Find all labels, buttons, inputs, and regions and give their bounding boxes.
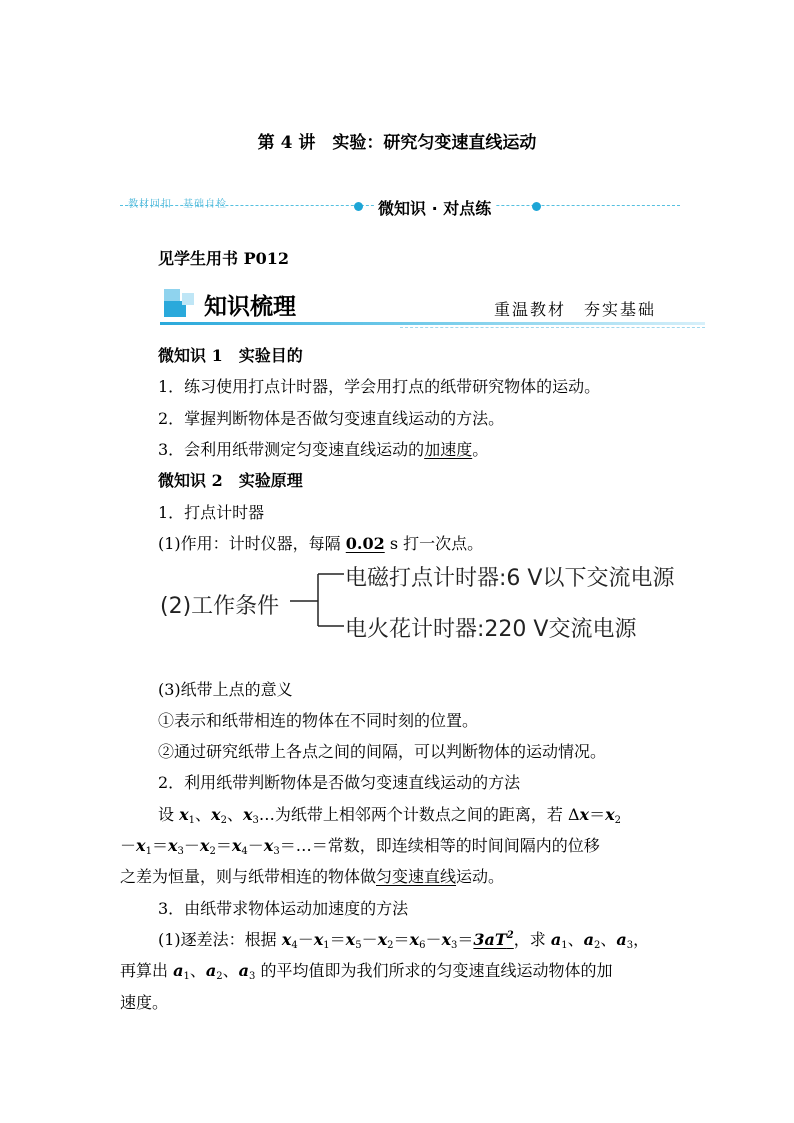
- paragraph-heading: (3)纸带上点的意义: [158, 680, 293, 699]
- answer-blank: $3aT^2$: [473, 930, 514, 949]
- section-heading: 微知识 1 实验目的: [158, 346, 303, 365]
- list-item: ②通过研究纸带上各点之间的间隔，可以判断物体的运动情况。: [158, 742, 607, 761]
- banner-dot-icon: [354, 202, 363, 211]
- list-item: 3．会利用纸带测定匀变速直线运动的加速度。: [158, 440, 489, 459]
- subsection-heading: 1．打点计时器: [158, 503, 265, 522]
- answer-blank: 0.02: [345, 534, 385, 553]
- list-item: ①表示和纸带相连的物体在不同时刻的位置。: [158, 711, 479, 730]
- subsection-heading: 2．利用纸带判断物体是否做匀变速直线运动的方法: [158, 773, 521, 792]
- page-title: 第 4 讲 实验：研究匀变速直线运动: [257, 133, 537, 153]
- diagram-label: (2)工作条件: [160, 594, 280, 619]
- banner-dot-icon: [532, 202, 541, 211]
- diagram-branch: 电火花计时器:220 V交流电源: [345, 617, 637, 642]
- answer-blank: 加速度: [424, 440, 473, 459]
- answer-blank: 匀变速直线: [376, 867, 457, 886]
- knowledge-dashed-line: [400, 327, 705, 328]
- knowledge-underline: [160, 322, 705, 325]
- list-item: 1．练习使用打点计时器，学会用打点的纸带研究物体的运动。: [158, 377, 601, 396]
- paragraph-line: 设 $x_1$、$x_2$、$x_3\dots$为纸带上相邻两个计数点之间的距离，若 $\Delta x=x_2$: [158, 805, 622, 826]
- paragraph: (1)作用：计时仪器，每隔 0.02 s 打一次点。: [158, 534, 484, 553]
- knowledge-section-icon: [164, 289, 198, 319]
- paragraph-line: 速度。: [120, 993, 169, 1012]
- knowledge-section-subtitle: 重温教材 夯实基础: [494, 300, 657, 319]
- banner-title: 微知识 · 对点练: [374, 196, 495, 219]
- section-heading: 微知识 2 实验原理: [158, 471, 303, 490]
- diagram-branch: 电磁打点计时器:6 V以下交流电源: [345, 566, 675, 591]
- diagram-bracket: [288, 560, 348, 640]
- list-item: 2．掌握判断物体是否做匀变速直线运动的方法。: [158, 409, 505, 428]
- paragraph-line: $-x_1=x_3-x_2=x_4-x_3=\dots=$常数，即连续相等的时间间隔内的位移: [120, 836, 600, 857]
- subsection-heading: 3．由纸带求物体运动加速度的方法: [158, 899, 409, 918]
- paragraph-line: 之差为恒量，则与纸带相连的物体做匀变速直线运动。: [120, 867, 505, 886]
- knowledge-section-title: 知识梳理: [204, 294, 296, 320]
- banner-left-label: 教材回扣 基础自检: [128, 199, 227, 210]
- paragraph-line: 再算出 $a_1$、$a_2$、$a_3$ 的平均值即为我们所求的匀变速直线运动物体的加: [120, 961, 613, 982]
- paragraph-line: (1)逐差法：根据 $x_4-x_1=x_5-x_2=x_6-x_3=3aT^2$，求 $a_1$、$a_2$、$a_3$，: [158, 930, 650, 951]
- book-reference: 见学生用书 P012: [158, 249, 290, 268]
